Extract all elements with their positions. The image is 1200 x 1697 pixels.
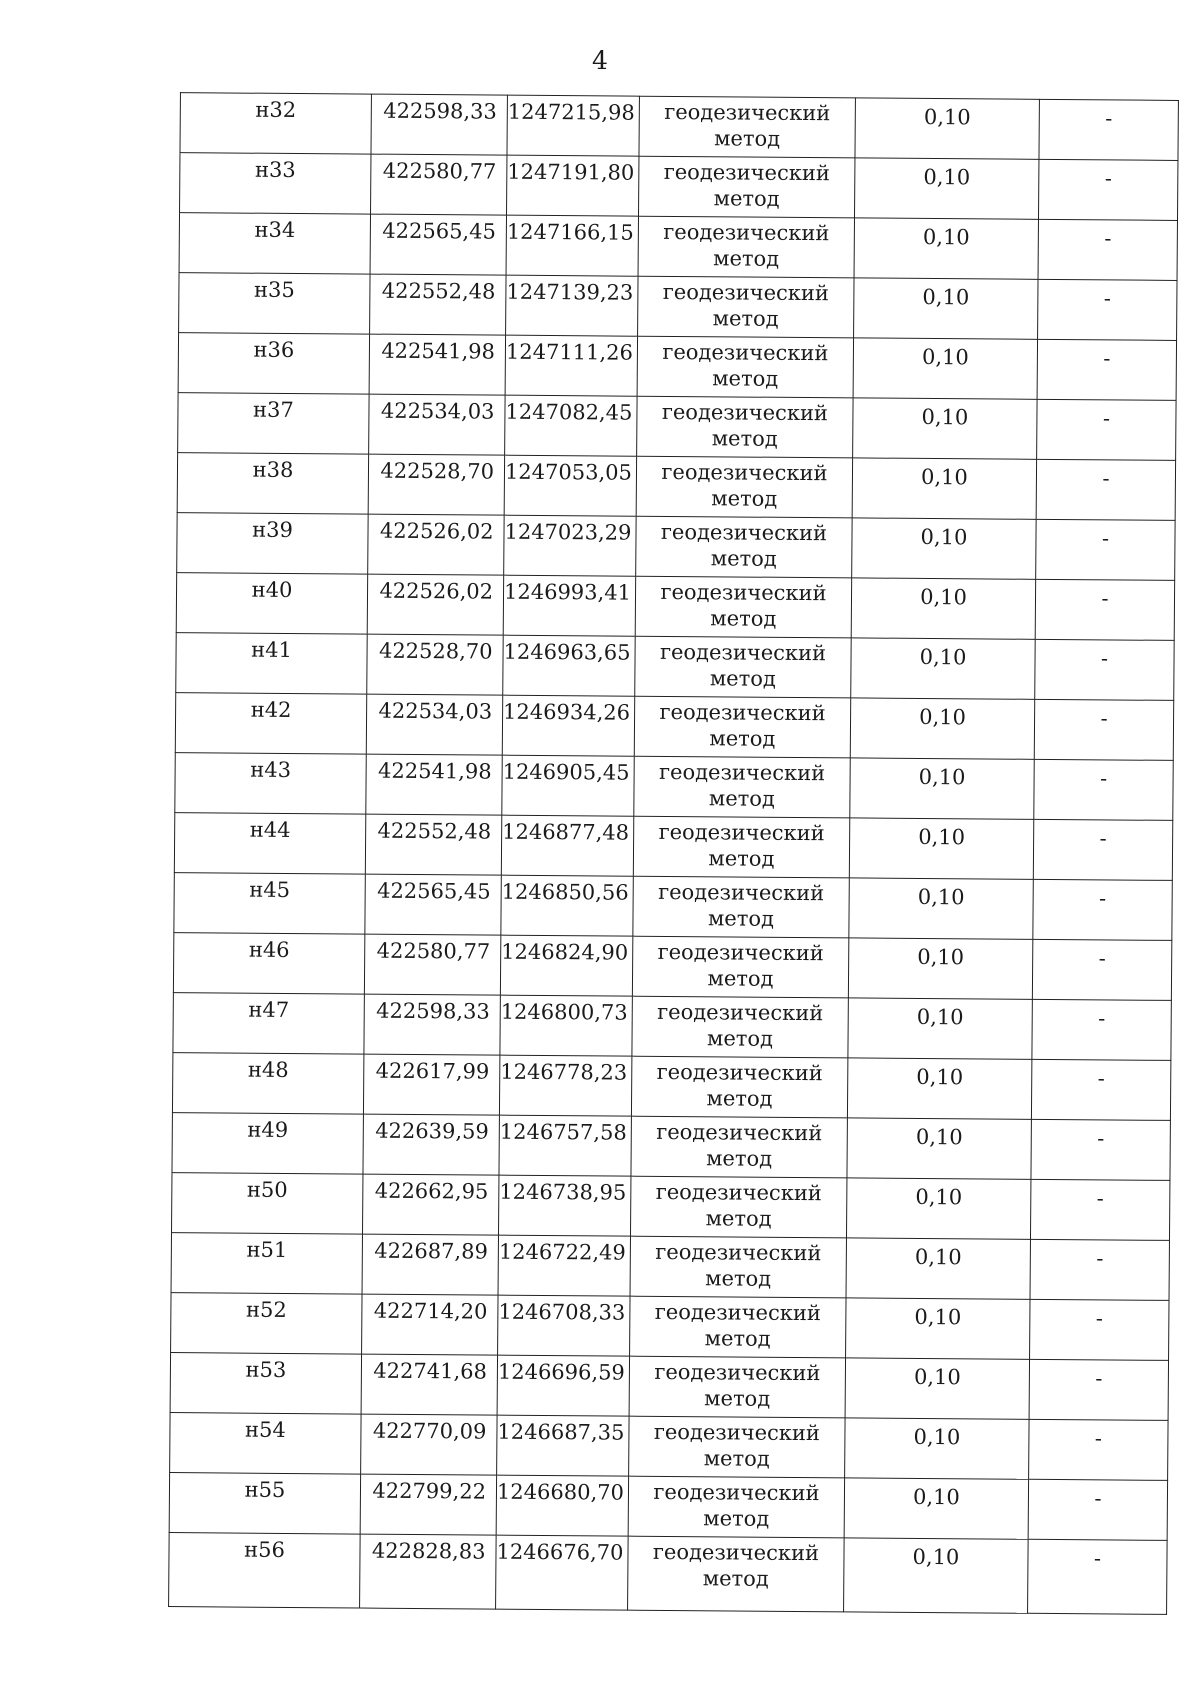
table-row — [172, 1113, 1170, 1181]
x-coordinate-cell: 422662,95 — [363, 1174, 499, 1235]
table-row — [172, 1173, 1170, 1241]
page-number: 4 — [592, 46, 608, 75]
method-cell — [629, 1416, 845, 1478]
method-line-1: геодезический — [661, 399, 829, 426]
table-row — [169, 1533, 1168, 1615]
x-coordinate-cell: 422528,70 — [368, 454, 504, 515]
method-cell — [633, 816, 849, 878]
table-row — [177, 453, 1175, 521]
y-coordinate-cell: 1246778,23 — [499, 1055, 631, 1116]
method-line-2: метод — [709, 666, 776, 691]
method-cell — [630, 1236, 846, 1298]
description-cell: - — [1032, 939, 1171, 1000]
description-cell: - — [1038, 159, 1177, 220]
x-coordinate-cell: 422528,70 — [367, 634, 503, 695]
point-cell: н50 — [172, 1173, 363, 1234]
point-cell: н35 — [179, 273, 370, 334]
point-cell: н44 — [174, 813, 365, 874]
accuracy-cell: 0,10 — [849, 818, 1033, 879]
description-cell: - — [1029, 1359, 1168, 1420]
y-coordinate-cell: 1246708,33 — [498, 1295, 630, 1356]
method-line-1: геодезический — [658, 819, 825, 846]
description-cell: - — [1038, 279, 1177, 340]
description-cell: - — [1034, 699, 1173, 760]
method-line-1: геодезический — [656, 1119, 823, 1146]
point-cell: н34 — [179, 213, 370, 274]
point-cell: н47 — [173, 993, 364, 1054]
description-cell: - — [1032, 999, 1171, 1060]
method-cell — [639, 96, 855, 158]
method-cell — [637, 336, 853, 398]
y-coordinate-cell: 1246696,59 — [497, 1355, 629, 1416]
accuracy-cell: 0,10 — [845, 1358, 1029, 1419]
coordinates-table — [168, 92, 1179, 1615]
method-cell — [632, 996, 848, 1058]
x-coordinate-cell: 422526,02 — [367, 574, 503, 635]
method-line-2: метод — [711, 486, 778, 511]
method-line-2: метод — [706, 1086, 773, 1111]
table-row — [178, 393, 1176, 461]
description-cell: - — [1030, 1179, 1169, 1240]
table-row — [170, 1353, 1168, 1421]
table-row — [171, 1233, 1169, 1301]
point-cell: н32 — [180, 93, 371, 154]
description-cell: - — [1033, 819, 1172, 880]
description-cell: - — [1029, 1419, 1168, 1480]
y-coordinate-cell: 1246877,48 — [501, 815, 633, 876]
method-line-2: метод — [713, 246, 780, 271]
description-cell: - — [1031, 1119, 1170, 1180]
table-row — [170, 1413, 1168, 1481]
method-line-2: метод — [703, 1506, 770, 1531]
accuracy-cell: 0,10 — [846, 1298, 1030, 1359]
method-cell — [638, 216, 854, 278]
y-coordinate-cell: 1246680,70 — [496, 1475, 628, 1536]
method-cell — [636, 456, 852, 518]
description-cell: - — [1038, 219, 1177, 280]
point-cell: н51 — [171, 1233, 362, 1294]
accuracy-cell: 0,10 — [847, 1118, 1031, 1179]
description-cell: - — [1035, 579, 1174, 640]
y-coordinate-cell: 1246850,56 — [501, 875, 633, 936]
point-cell: н55 — [169, 1473, 360, 1534]
method-line-1: геодезический — [663, 219, 830, 246]
x-coordinate-cell: 422741,68 — [361, 1354, 497, 1415]
accuracy-cell: 0,10 — [854, 278, 1038, 339]
accuracy-cell: 0,10 — [853, 398, 1037, 459]
method-cell — [638, 276, 854, 338]
table-row — [176, 633, 1174, 701]
x-coordinate-cell: 422552,48 — [365, 814, 501, 875]
y-coordinate-cell: 1246738,95 — [498, 1175, 630, 1236]
table-row — [172, 1053, 1170, 1121]
x-coordinate-cell: 422598,33 — [364, 994, 500, 1055]
method-line-1: геодезический — [661, 459, 828, 486]
method-line-2: метод — [706, 1026, 774, 1051]
x-coordinate-cell: 422565,45 — [370, 214, 506, 275]
method-line-2: метод — [710, 606, 777, 631]
accuracy-cell: 0,10 — [854, 218, 1038, 279]
description-cell: - — [1036, 459, 1175, 520]
method-line-2: метод — [705, 1266, 772, 1291]
method-cell — [633, 876, 849, 938]
method-line-2: метод — [703, 1446, 770, 1471]
x-coordinate-cell: 422534,03 — [366, 694, 502, 755]
table-row — [174, 873, 1172, 941]
method-cell — [628, 1536, 845, 1612]
method-cell — [634, 756, 850, 818]
point-cell: н37 — [178, 393, 369, 454]
description-cell: - — [1030, 1299, 1169, 1360]
y-coordinate-cell: 1246722,49 — [498, 1235, 630, 1296]
point-cell: н45 — [174, 873, 365, 934]
x-coordinate-cell: 422526,02 — [368, 514, 504, 575]
y-coordinate-cell: 1246757,58 — [499, 1115, 631, 1176]
point-cell: н49 — [172, 1113, 363, 1174]
y-coordinate-cell: 1247166,15 — [506, 215, 638, 276]
method-line-2: метод — [714, 126, 781, 151]
method-line-1: геодезический — [655, 1239, 822, 1266]
method-cell — [630, 1176, 846, 1238]
y-coordinate-cell: 1246800,73 — [500, 995, 632, 1056]
method-line-1: геодезический — [658, 879, 825, 906]
accuracy-cell: 0,10 — [848, 938, 1032, 999]
method-cell — [636, 516, 852, 578]
x-coordinate-cell: 422770,09 — [361, 1414, 497, 1475]
y-coordinate-cell: 1246687,35 — [497, 1415, 629, 1476]
table-row — [178, 333, 1176, 401]
y-coordinate-cell: 1247191,80 — [507, 155, 639, 216]
x-coordinate-cell: 422687,89 — [362, 1234, 498, 1295]
description-cell: - — [1031, 1059, 1170, 1120]
y-coordinate-cell: 1246676,70 — [496, 1535, 629, 1610]
y-coordinate-cell: 1247139,23 — [506, 275, 638, 336]
method-line-1: геодезический — [660, 579, 827, 606]
x-coordinate-cell: 422541,98 — [369, 334, 505, 395]
table-row — [175, 693, 1173, 761]
method-cell — [635, 576, 851, 638]
method-line-1: геодезический — [659, 699, 826, 726]
x-coordinate-cell: 422565,45 — [365, 874, 501, 935]
method-line-2: метод — [709, 726, 776, 751]
x-coordinate-cell: 422617,99 — [363, 1054, 499, 1115]
method-cell — [637, 396, 853, 458]
method-line-2: метод — [713, 186, 780, 211]
accuracy-cell: 0,10 — [850, 758, 1034, 819]
method-line-2: метод — [702, 1566, 769, 1591]
method-line-1: геодезический — [656, 1059, 823, 1086]
method-cell — [628, 1476, 844, 1538]
description-cell: - — [1028, 1479, 1167, 1540]
method-line-2: метод — [711, 426, 778, 451]
method-line-1: геодезический — [662, 279, 830, 306]
accuracy-cell: 0,10 — [849, 878, 1033, 939]
x-coordinate-cell: 422598,33 — [371, 94, 507, 155]
method-line-1: геодезический — [654, 1359, 821, 1386]
y-coordinate-cell: 1247082,45 — [505, 395, 637, 456]
y-coordinate-cell: 1247023,29 — [504, 515, 636, 576]
accuracy-cell: 0,10 — [844, 1538, 1029, 1613]
accuracy-cell: 0,10 — [845, 1418, 1029, 1479]
point-cell: н38 — [177, 453, 368, 514]
accuracy-cell: 0,10 — [852, 518, 1036, 579]
accuracy-cell: 0,10 — [846, 1178, 1030, 1239]
method-line-1: геодезический — [652, 1539, 820, 1566]
table-row — [179, 213, 1177, 281]
method-cell — [632, 936, 848, 998]
method-line-2: метод — [708, 846, 775, 871]
method-line-2: метод — [712, 306, 779, 331]
y-coordinate-cell: 1246963,65 — [503, 635, 635, 696]
method-line-2: метод — [704, 1326, 771, 1351]
accuracy-cell: 0,10 — [851, 578, 1035, 639]
accuracy-cell: 0,10 — [846, 1238, 1030, 1299]
point-cell: н48 — [172, 1053, 363, 1114]
point-cell: н43 — [175, 753, 366, 814]
accuracy-cell: 0,10 — [855, 98, 1039, 159]
table-row — [176, 573, 1174, 641]
x-coordinate-cell: 422639,59 — [363, 1114, 499, 1175]
point-cell: н39 — [177, 513, 368, 574]
point-cell: н40 — [176, 573, 367, 634]
description-cell: - — [1039, 99, 1178, 160]
description-cell: - — [1037, 399, 1176, 460]
point-cell: н53 — [170, 1353, 361, 1414]
method-line-2: метод — [712, 366, 779, 391]
table-row — [180, 153, 1178, 221]
table-row — [173, 993, 1171, 1061]
method-line-1: геодезический — [659, 639, 827, 666]
table-row — [174, 813, 1172, 881]
y-coordinate-cell: 1247111,26 — [505, 335, 637, 396]
method-line-1: геодезический — [657, 999, 824, 1026]
y-coordinate-cell: 1246993,41 — [503, 575, 635, 636]
y-coordinate-cell: 1246934,26 — [502, 695, 634, 756]
table-row — [179, 273, 1177, 341]
x-coordinate-cell: 422580,77 — [371, 154, 507, 215]
accuracy-cell: 0,10 — [854, 158, 1038, 219]
table-row — [169, 1473, 1167, 1541]
table-row — [171, 1293, 1169, 1361]
y-coordinate-cell: 1246824,90 — [500, 935, 632, 996]
point-cell: н54 — [170, 1413, 361, 1474]
accuracy-cell: 0,10 — [853, 338, 1037, 399]
accuracy-cell: 0,10 — [848, 998, 1032, 1059]
method-line-1: геодезический — [654, 1299, 822, 1326]
accuracy-cell: 0,10 — [851, 638, 1035, 699]
method-cell — [635, 636, 851, 698]
method-line-2: метод — [710, 546, 777, 571]
method-line-1: геодезический — [664, 99, 831, 126]
description-cell: - — [1030, 1239, 1169, 1300]
accuracy-cell: 0,10 — [847, 1058, 1031, 1119]
description-cell: - — [1035, 639, 1174, 700]
description-cell: - — [1034, 759, 1173, 820]
method-line-1: геодезический — [653, 1419, 821, 1446]
table-row — [180, 93, 1178, 161]
method-cell — [631, 1056, 847, 1118]
method-cell — [639, 156, 855, 218]
point-cell: н42 — [175, 693, 366, 754]
method-line-1: геодезический — [653, 1479, 820, 1506]
description-cell: - — [1033, 879, 1172, 940]
point-cell: н33 — [180, 153, 371, 214]
method-line-2: метод — [704, 1386, 771, 1411]
method-line-2: метод — [705, 1206, 772, 1231]
x-coordinate-cell: 422714,20 — [362, 1294, 498, 1355]
table-row — [173, 933, 1171, 1001]
y-coordinate-cell: 1247215,98 — [507, 95, 639, 156]
point-cell: н52 — [171, 1293, 362, 1354]
accuracy-cell: 0,10 — [850, 698, 1034, 759]
x-coordinate-cell: 422541,98 — [366, 754, 502, 815]
coordinates-table-body — [169, 93, 1179, 1615]
point-cell: н41 — [176, 633, 367, 694]
table-row — [177, 513, 1175, 581]
method-line-1: геодезический — [655, 1179, 822, 1206]
description-cell: - — [1028, 1539, 1168, 1614]
method-line-2: метод — [708, 786, 775, 811]
x-coordinate-cell: 422580,77 — [364, 934, 500, 995]
description-cell: - — [1036, 519, 1175, 580]
accuracy-cell: 0,10 — [852, 458, 1036, 519]
method-line-2: метод — [707, 906, 775, 931]
description-cell: - — [1037, 339, 1176, 400]
method-cell — [630, 1296, 846, 1358]
point-cell: н56 — [169, 1533, 361, 1608]
method-line-2: метод — [707, 966, 774, 991]
method-line-1: геодезический — [658, 759, 826, 786]
x-coordinate-cell: 422552,48 — [370, 274, 506, 335]
method-line-2: метод — [706, 1146, 773, 1171]
x-coordinate-cell: 422828,83 — [360, 1534, 497, 1609]
x-coordinate-cell: 422534,03 — [369, 394, 505, 455]
point-cell: н46 — [173, 933, 364, 994]
method-line-1: геодезический — [657, 939, 824, 966]
method-line-1: геодезический — [662, 339, 829, 366]
table-row — [175, 753, 1173, 821]
method-cell — [634, 696, 850, 758]
point-cell: н36 — [178, 333, 369, 394]
method-line-1: геодезический — [663, 159, 830, 186]
method-cell — [629, 1356, 845, 1418]
x-coordinate-cell: 422799,22 — [360, 1474, 496, 1535]
method-line-1: геодезический — [660, 519, 828, 546]
method-cell — [631, 1116, 847, 1178]
y-coordinate-cell: 1247053,05 — [504, 455, 636, 516]
accuracy-cell: 0,10 — [844, 1478, 1028, 1539]
y-coordinate-cell: 1246905,45 — [502, 755, 634, 816]
